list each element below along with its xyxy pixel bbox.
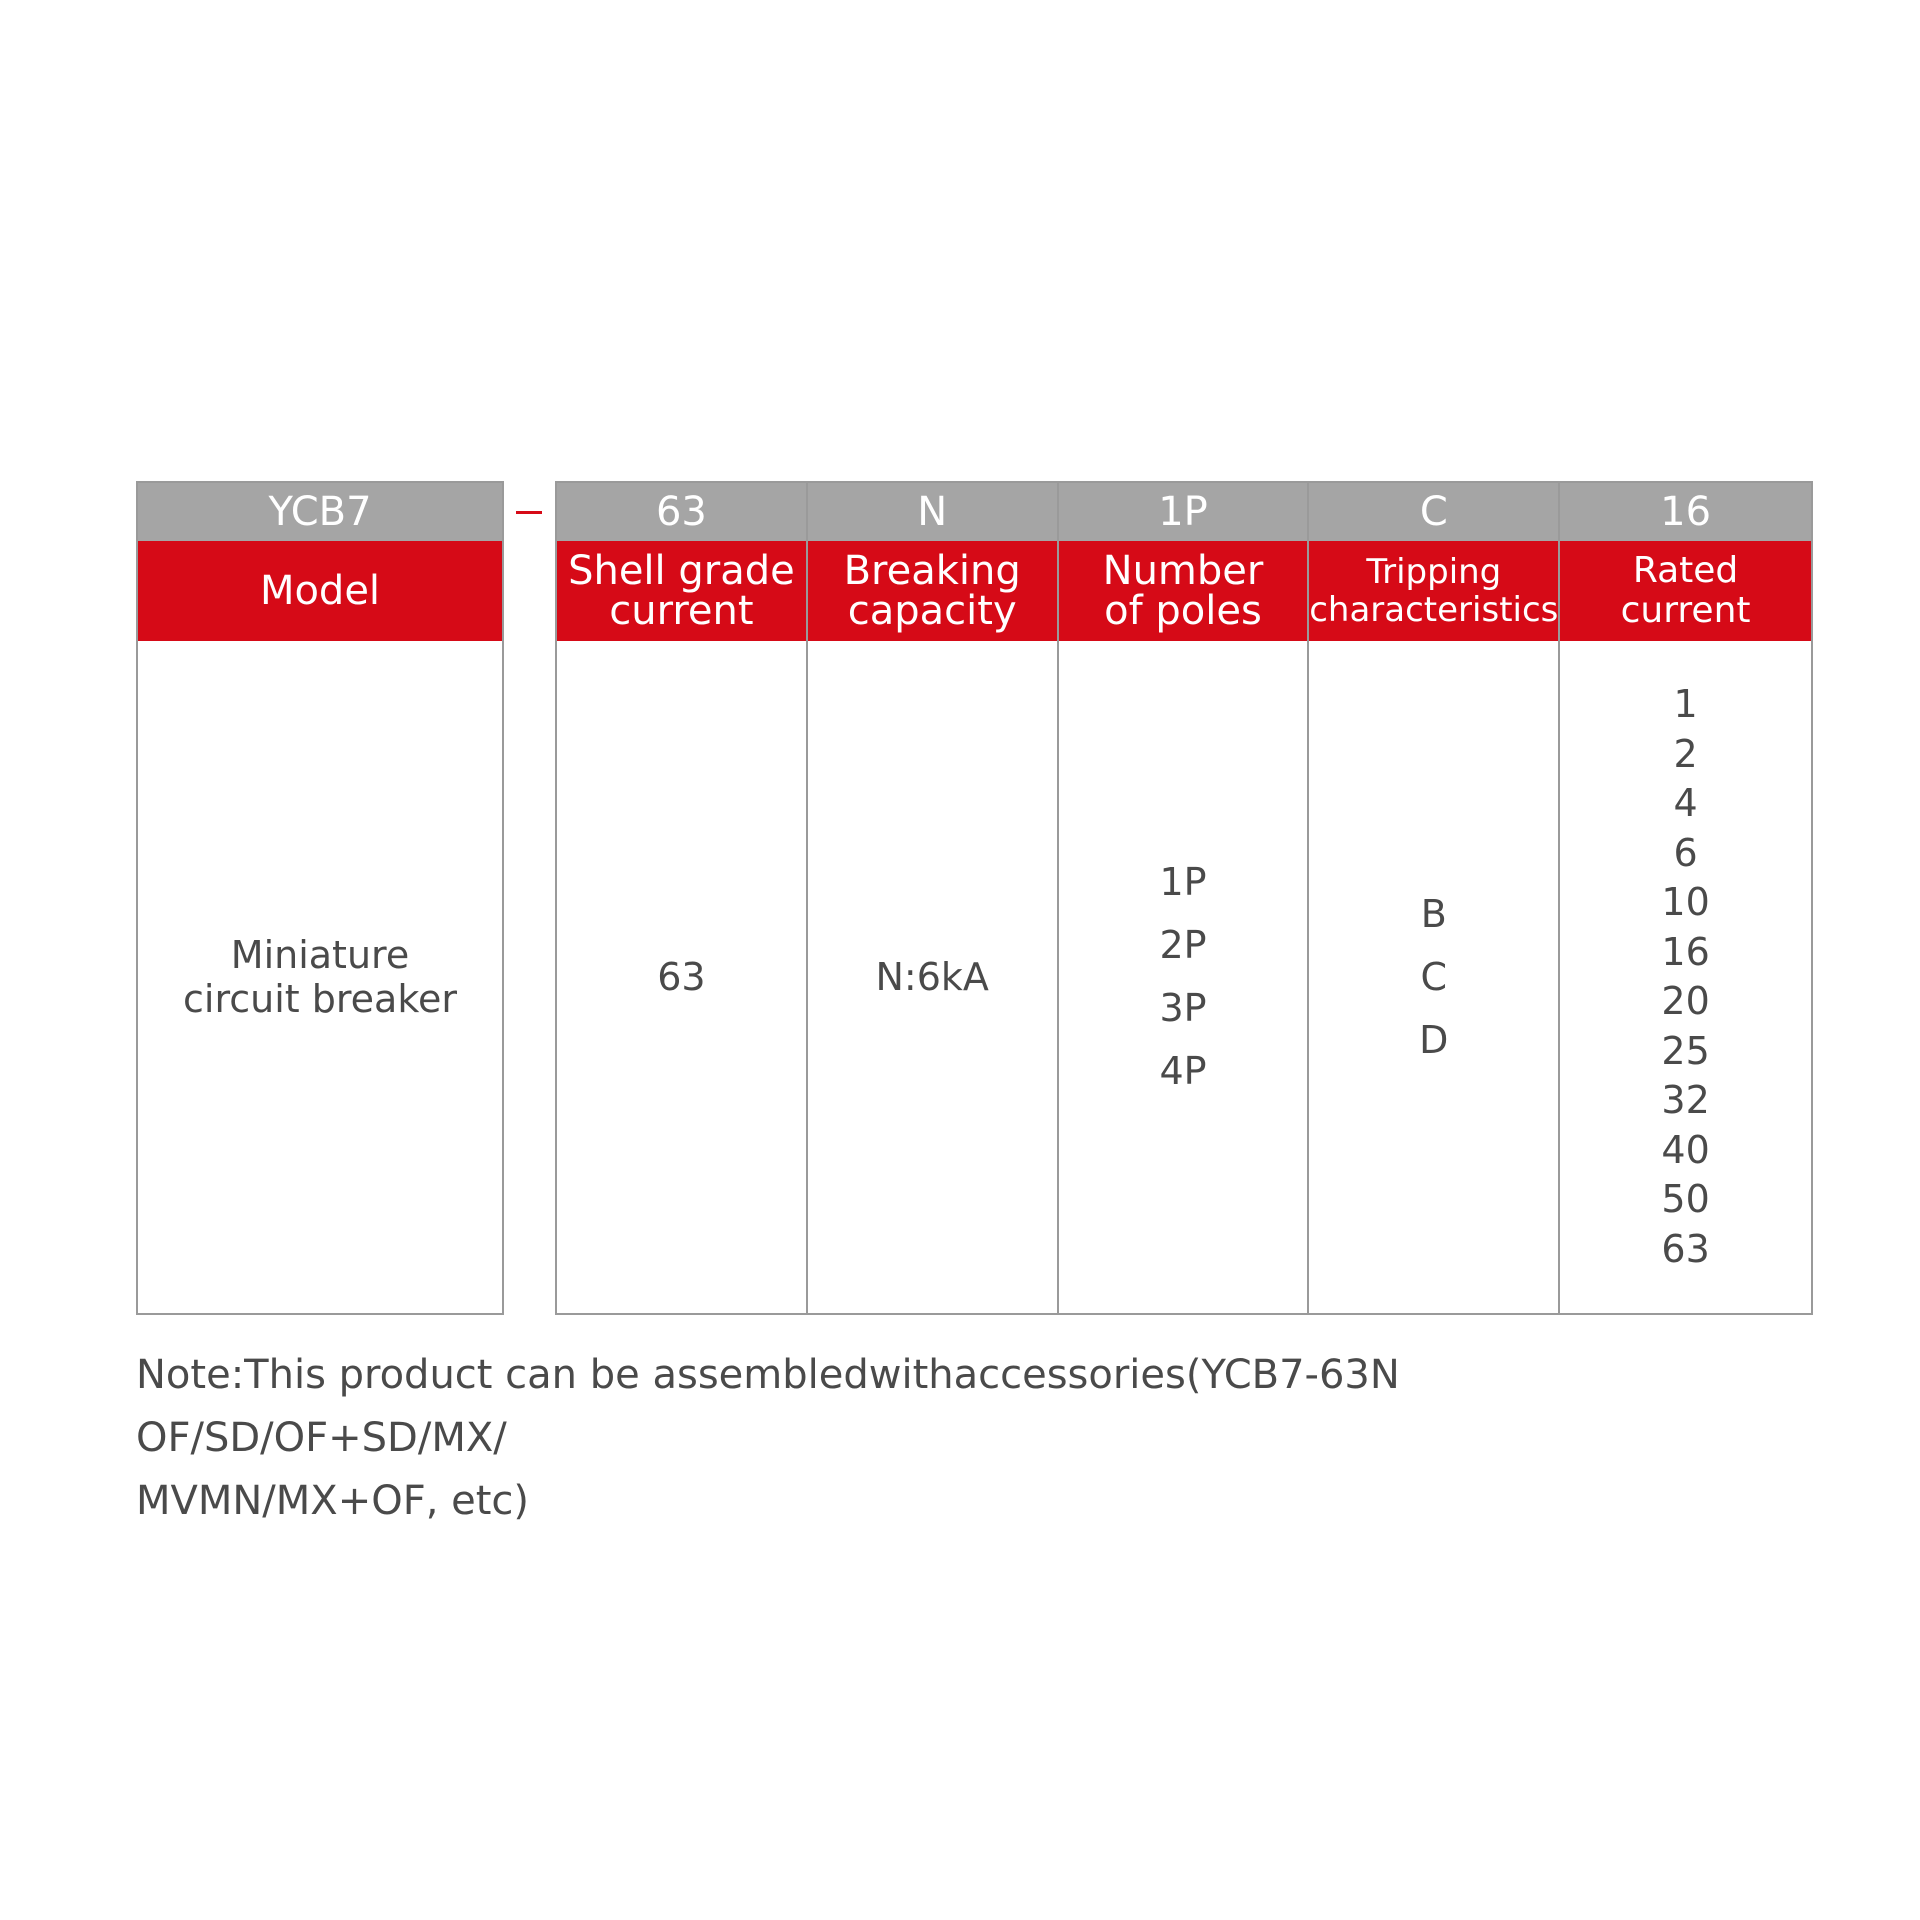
value-item: 16 — [1661, 929, 1710, 974]
model-code: YCB7 — [138, 483, 502, 541]
value-item: 4 — [1673, 781, 1698, 825]
column-code: 1P — [1059, 483, 1308, 541]
column-values — [1560, 641, 1811, 1313]
column-label: Tripping characteristics — [1309, 541, 1558, 641]
value-item: 50 — [1661, 1177, 1710, 1221]
value-item: 63 — [657, 955, 706, 999]
column-code: 63 — [557, 483, 806, 541]
value-item: 2 — [1673, 731, 1698, 776]
column-number-of-poles — [1059, 483, 1310, 1313]
options-block — [555, 481, 1813, 1315]
value-item: C — [1420, 954, 1448, 999]
column-label: Rated current — [1560, 541, 1811, 641]
column-code: 16 — [1560, 483, 1811, 541]
value-item: 6 — [1673, 830, 1698, 875]
column-breaking-capacity — [808, 483, 1059, 1313]
column-values — [557, 641, 806, 1313]
value-item: 40 — [1661, 1127, 1710, 1172]
column-code: N — [808, 483, 1057, 541]
value-item: B — [1420, 891, 1447, 936]
note-text-part3: MVMN/MX+OF, etc) — [136, 1478, 530, 1524]
value-item: 63 — [1661, 1226, 1710, 1271]
column-shell-grade-current — [557, 483, 808, 1313]
column-values — [1309, 641, 1558, 1313]
value-item: 2P — [1159, 923, 1207, 967]
model-column — [138, 483, 502, 1313]
column-rated-current — [1560, 483, 1811, 1313]
value-item: 10 — [1661, 880, 1710, 924]
value-item: 4P — [1159, 1049, 1207, 1093]
value-item: 1P — [1159, 860, 1207, 904]
value-item: 1 — [1673, 682, 1698, 726]
footnote — [136, 1344, 1836, 1533]
model-description: Miniature circuit breaker — [183, 933, 457, 1021]
note-text-part2: OF/SD/OF+SD/MX/ — [136, 1415, 507, 1461]
column-code: C — [1309, 483, 1558, 541]
value-item: N:6kA — [875, 955, 989, 999]
separator-dash — [516, 511, 542, 514]
column-values — [808, 641, 1057, 1313]
value-item: 20 — [1661, 979, 1710, 1023]
value-item: 3P — [1159, 986, 1207, 1030]
value-item: 32 — [1661, 1078, 1710, 1122]
model-label: Model — [138, 541, 502, 641]
value-item: D — [1419, 1017, 1449, 1062]
value-item: 25 — [1661, 1028, 1710, 1073]
column-tripping-characteristics — [1309, 483, 1560, 1313]
column-values — [1059, 641, 1308, 1313]
column-label: Number of poles — [1059, 541, 1308, 641]
column-label: Shell grade current — [557, 541, 806, 641]
model-block — [136, 481, 504, 1315]
column-label: Breaking capacity — [808, 541, 1057, 641]
note-text-part1: Note:This product can be assembledwithaccessories(YCB7-63N — [136, 1352, 1400, 1398]
